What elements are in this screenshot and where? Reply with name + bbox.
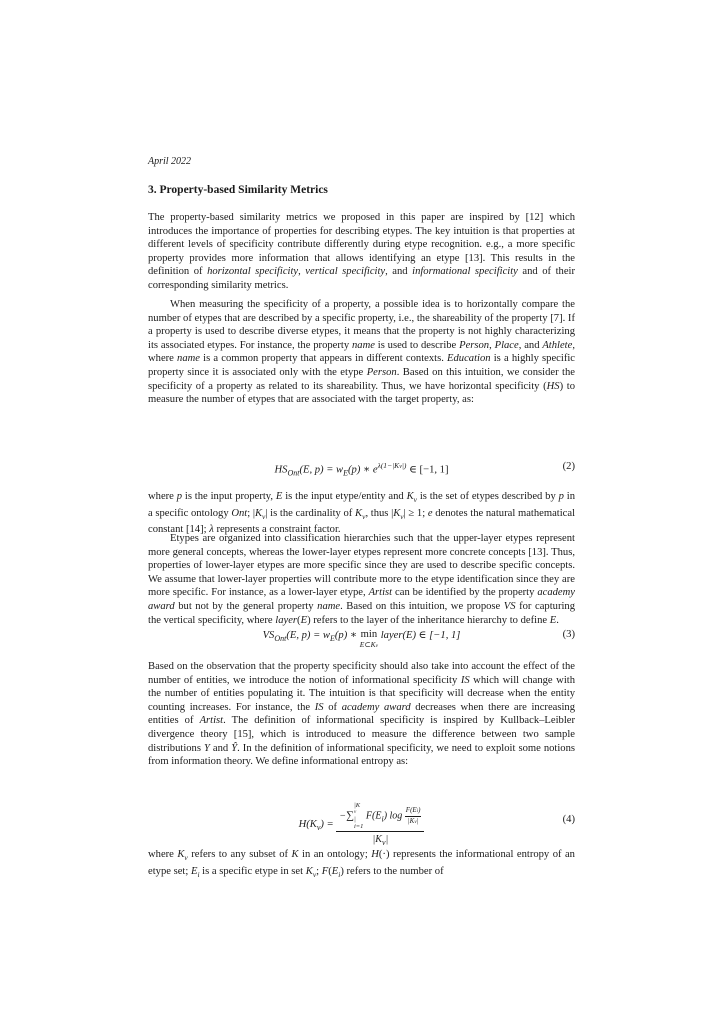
fraction-numerator: −∑ |K v | i=1 $F(E_i)$ log $\frac{F(Ei)}{|Kv|}$: [336, 802, 424, 832]
equation-3: [148, 629, 575, 653]
text-run: When measuring the specificity of a property, a possible idea is to horizontally compare the number of etypes that are described by a specific property, i.e., the shareability of the property [7]. If a property is used to describe diverse etypes, it means that the property is not highly characterizing its associated etypes. For instance, the property: [148, 299, 575, 351]
equation-4: [148, 798, 575, 847]
paragraph-vertical-specificity: Etypes are organized into classification hierarchies such that the upper-layer etypes represent more general concepts, whereas the lower-layer etypes represent more concrete concepts [13]. Thus, properties of lower-layer etypes are more specific since they are used to describe specific concepts. We assume that lower-layer properties will contribute more to the etype identification since they are more specific. For instance, as a lower-layer etype, Artist can be identified by the property academy award but not by the general property name. Based on this intuition, we propose VS for capturing the vertical specificity, where layer(E) refers to the layer of the inheritance hierarchy to define E.: [148, 533, 576, 626]
paragraph-intro: [148, 211, 575, 293]
text-run: The property-based similarity metrics we proposed in this paper are inspired by [12] which introduces the importance of properties for describing etypes. The key intuition is that properties at different levels of specificity contribute differently during etype recognition. e.g., a more specific property provides more information that allows identifying an etype [13]. This results in the definition of: [148, 212, 575, 278]
text-run: is used to describe: [374, 339, 460, 351]
entropy-fraction: [336, 802, 424, 849]
text-run: is a highly specific property since it is associated only with the etype: [148, 353, 575, 378]
emphasis: Athlete: [542, 339, 573, 351]
emphasis: horizontal specificity: [207, 266, 299, 278]
fraction-denominator: $|K_v|$: [372, 834, 389, 847]
log-fraction: $\frac{F(Ei)}{|Kv|}$: [405, 805, 421, 825]
equation-number: (3): [562, 629, 575, 640]
text-run: , where: [148, 339, 575, 365]
equation-2: [148, 461, 575, 479]
equation-body: $HS_{Ont}(E$, $p) = w_E(p)$ ∗ $e^{\lambda(1-|Kv|)}$ ∈ [−1, 1]: [274, 461, 449, 478]
text-run: ,: [489, 339, 495, 351]
text-run: is a common property that appears in different contexts.: [200, 353, 448, 365]
text-run: and of their corresponding similarity metrics.: [148, 266, 575, 291]
emphasis: Person: [459, 339, 490, 351]
min-operator: min E⊂Kv: [359, 629, 379, 649]
equation-number: (4): [562, 814, 575, 825]
equation-number: (2): [562, 461, 575, 472]
emphasis: HS: [546, 380, 560, 392]
paragraph-entropy-definitions: where $K_v$ refers to any subset of K in an ontology; H(·) represents the informational entropy of an etype set; $E_i$ is a specific etype in set $K_v$; $F(E_i)$ refers to the number of: [148, 849, 575, 879]
paragraph-where-definitions: where p is the input property, E is the input etype/entity and $K_v$ is the set of etypes described by p in a specific ontology Ont; $|K_v|$ is the cardinality of $K_v$, thus $|K_v| \ge 1$; e denotes the natural mathematical constant [14]; λ represents a constraint factor.: [148, 491, 576, 536]
paragraph-horizontal-specificity: [148, 298, 575, 407]
equation-body: $VS_{Ont}(E$, $p) = w_E(p)$ ∗ min E⊂Kv layer(E) ∈ [−1, 1]: [262, 629, 461, 649]
emphasis: Person: [366, 366, 397, 378]
paragraph-informational-specificity: Based on the observation that the property specificity should also take into account the effect of the number of entities, we introduce the notion of informational specificity IS which will change with the number of entities populating it. The intuition is that specificity will decrease when the entity counting increases. For instance, the IS of academy award decreases when there are increasing entities of Artist. The definition of informational specificity is inspired by Kullback–Leibler divergence theory [15], which is introduced to measure the difference between two sample distributions Y and Ŷ. In the definition of informational specificity, we need to exploit some notions from information theory. We define informational entropy as:: [148, 661, 576, 768]
running-header: April 2022: [148, 156, 192, 167]
text-run: ,: [298, 266, 306, 278]
text-run: , and: [518, 339, 543, 351]
emphasis: Education: [447, 353, 491, 365]
emphasis: Place: [494, 339, 519, 351]
equation-body: [148, 802, 575, 849]
text-run: , and: [385, 266, 413, 278]
emphasis: vertical specificity: [305, 266, 386, 278]
section-heading: 3. Property-based Similarity Metrics: [148, 184, 328, 196]
emphasis: informational specificity: [412, 266, 518, 278]
emphasis: name: [351, 339, 375, 351]
text-run: ) to measure the number of etypes that are associated with the target property, as:: [148, 380, 576, 406]
text-run: . Based on this intuition, we consider the specificity of a property as related to its shareability. Thus, we have horizontal specificity (: [148, 366, 576, 392]
equation-lhs: $H(K_v)$ =: [298, 818, 334, 833]
emphasis: name: [177, 353, 200, 365]
